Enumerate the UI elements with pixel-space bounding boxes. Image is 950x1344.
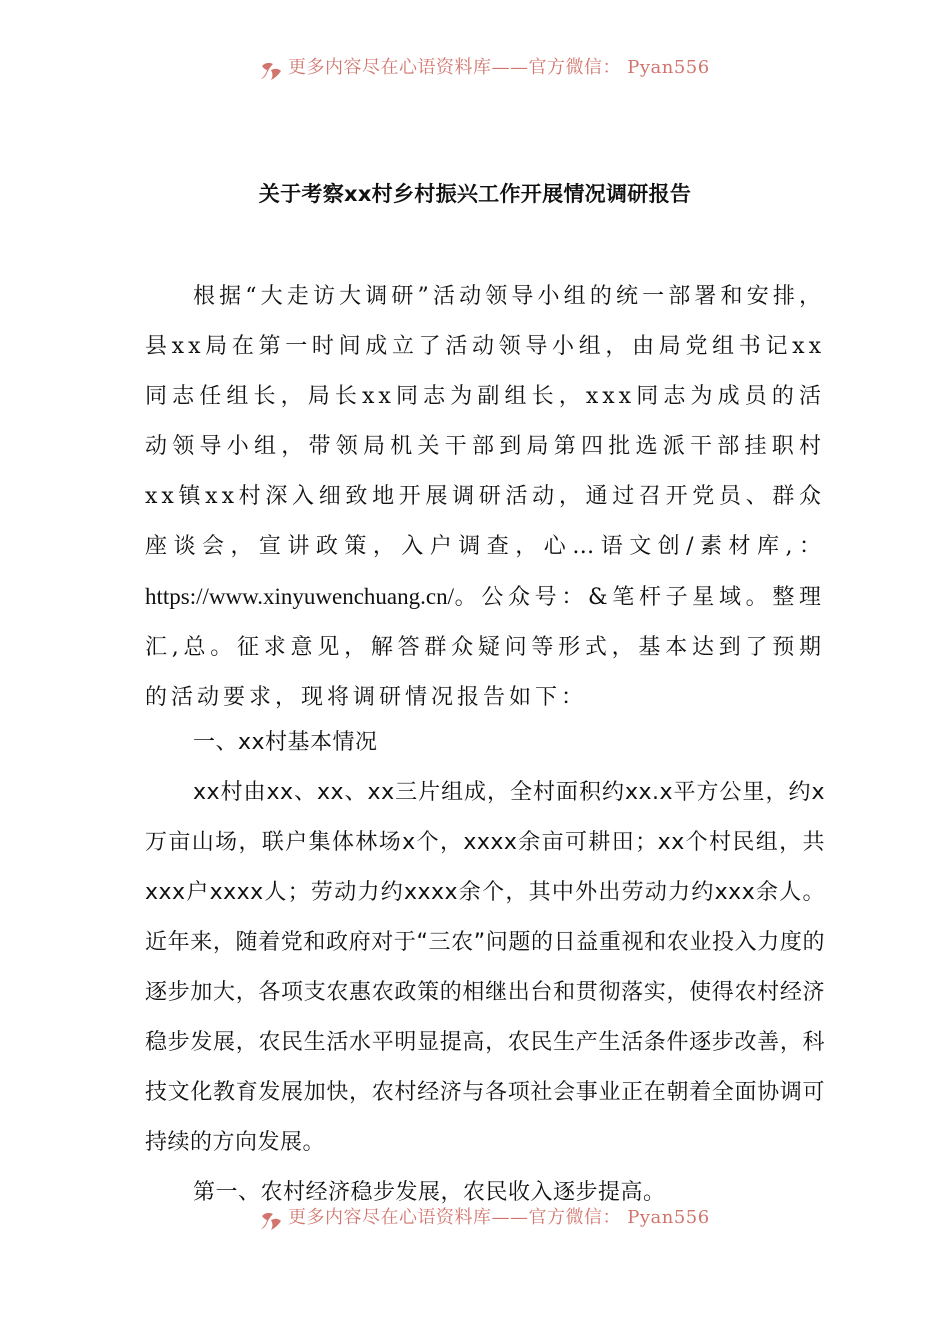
intro-text-part2: 。公众号：&笔杆子星域。整理汇,总。征求意见，解答群众疑问等形式，基本达到了预期的活动要求，现将调研情况报告如下：: [145, 585, 825, 710]
section-body-basic-info: xx村由xx、xx、xx三片组成，全村面积约xx.x平方公里，约x万亩山场，联户集体林场x个，xxxx余亩可耕田；xx个村民组，共xxx户xxxx人；劳动力约xxxx余个，其中外出劳动力约xxx余人。近年来，随着党和政府对于“三农”问题的日益重视和农业投入力度的逐步加大，各项支农惠农政策的相继出台和贯彻落实，使得农村经济稳步发展，农民生活水平明显提高，农民生产生活条件逐步改善，科技文化教育发展加快，农村经济与各项社会事业正在朝着全面协调可持续的方向发展。: [145, 780, 825, 1155]
intro-text-part1: 根据“大走访大调研”活动领导小组的统一部署和安排，县xx局在第一时间成立了活动领导小组，由局党组书记xx同志任组长，局长xx同志为副组长，xxx同志为成员的活动领导小组，带领局机关干部到局第四批选派干部挂职村xx镇xx村深入细致地开展调研活动，通过召开党员、群众座谈会，宣讲政策，入户调查，心…语文创/素材库,：: [145, 284, 825, 559]
intro-paragraph: [145, 272, 825, 723]
section-heading-basic-info: 一、xx村基本情况: [193, 730, 378, 755]
watermark-text: 更多内容尽在心语资料库——官方微信： Pyan556: [288, 1207, 710, 1228]
subsection-heading-economy: 第一、农村经济稳步发展，农民收入逐步提高。: [193, 1180, 666, 1205]
footer-watermark: [258, 1206, 710, 1236]
source-url: https://www.xinyuwenchuang.cn/: [145, 584, 454, 609]
header-watermark: [258, 56, 710, 86]
document-title: 关于考察xx村乡村振兴工作开展情况调研报告: [258, 182, 692, 206]
watermark-logo-icon: [258, 58, 284, 84]
watermark-text: 更多内容尽在心语资料库——官方微信： Pyan556: [288, 57, 710, 78]
watermark-logo-icon: [258, 1208, 284, 1234]
